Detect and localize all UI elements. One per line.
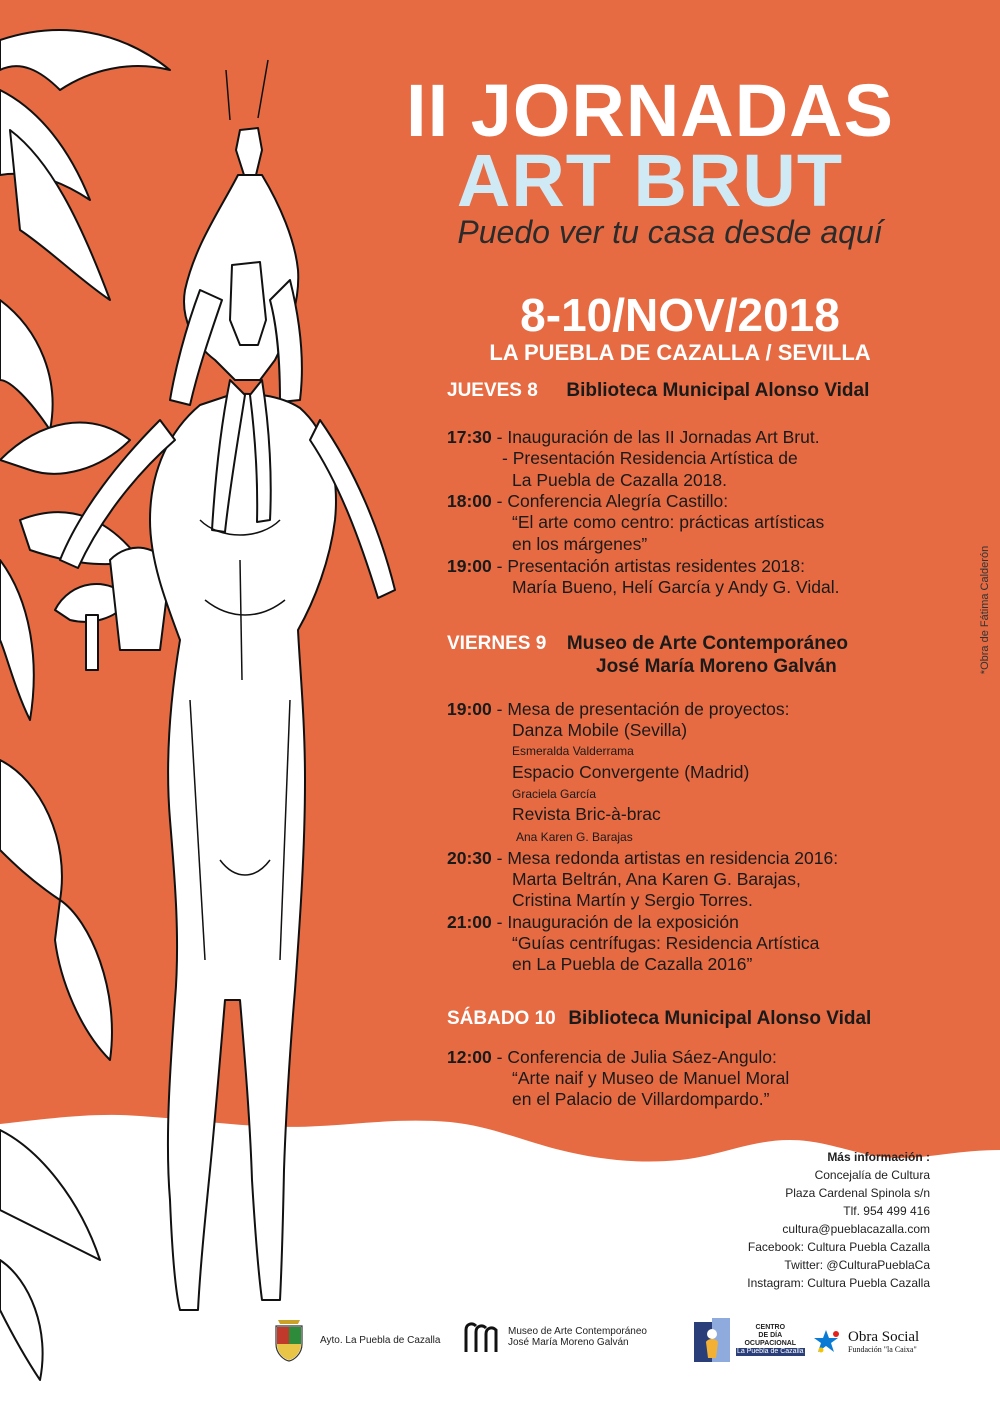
event-text-continued: en los márgenes” xyxy=(512,534,648,554)
event-dates: 8-10/NOV/2018 xyxy=(520,289,840,341)
day-heading-jueves xyxy=(447,379,869,403)
event-text-continued: “Arte naif y Museo de Manuel Moral xyxy=(512,1068,790,1088)
event-text-continued: Cristina Martín y Sergio Torres. xyxy=(512,890,753,910)
event-text-continued: Marta Beltrán, Ana Karen G. Barajas, xyxy=(512,869,801,889)
event-text-continued: La Puebla de Cazalla 2018. xyxy=(512,470,728,490)
event-time: 21:00 xyxy=(447,912,492,932)
project-author: Ana Karen G. Barajas xyxy=(516,830,633,844)
event-time: 19:00 xyxy=(447,556,492,576)
title-line-2: ART BRUT xyxy=(456,139,844,222)
more-info-title: Más información : xyxy=(827,1150,930,1164)
logo-obra-social-text: Obra Social Fundación "la Caixa" xyxy=(848,1328,920,1354)
info-line: Tlf. 954 499 416 xyxy=(843,1204,930,1218)
event-item: 17:30 - Inauguración de las II Jornadas Art Brut. xyxy=(447,427,820,447)
project-author: Esmeralda Valderrama xyxy=(512,744,634,758)
event-text: Inauguración de la exposición xyxy=(507,912,739,932)
museum-logo-icon xyxy=(460,1318,502,1356)
logo-museo-text: Museo de Arte Contemporáneo José María Moreno Galván xyxy=(508,1326,647,1348)
event-time: 12:00 xyxy=(447,1047,492,1067)
info-instagram: Instagram: Cultura Puebla Cazalla xyxy=(747,1276,930,1290)
event-text: Inauguración de las II Jornadas Art Brut. xyxy=(507,427,820,447)
event-time: 19:00 xyxy=(447,699,492,719)
event-time: 17:30 xyxy=(447,427,492,447)
event-text-continued: “El arte como centro: prácticas artísticas xyxy=(512,512,825,532)
day-venue: Museo de Arte Contemporáneo xyxy=(566,633,848,654)
day-venue: Biblioteca Municipal Alonso Vidal xyxy=(568,1008,872,1029)
event-time: 20:30 xyxy=(447,848,492,868)
info-line: Concejalía de Cultura xyxy=(814,1168,930,1182)
artwork-credit: *Obra de Fátima Calderón xyxy=(979,545,991,675)
event-time: 18:00 xyxy=(447,491,492,511)
event-text-continued: en La Puebla de Cazalla 2016” xyxy=(512,954,753,974)
logo-ayuntamiento-label: Ayto. La Puebla de Cazalla xyxy=(320,1334,441,1346)
day-label: JUEVES 8 xyxy=(447,380,538,401)
coat-of-arms-icon xyxy=(272,1318,306,1362)
logo-ayuntamiento xyxy=(272,1318,440,1362)
event-item: 21:00 - Inauguración de la exposición xyxy=(447,912,739,932)
project-name: Revista Bric-à-brac xyxy=(512,804,661,824)
project-name: Espacio Convergente (Madrid) xyxy=(512,762,750,782)
info-email: cultura@pueblacazalla.com xyxy=(782,1222,930,1236)
event-item: 19:00 - Mesa de presentación de proyectos: xyxy=(447,699,790,719)
event-text: Mesa de presentación de proyectos: xyxy=(507,699,790,719)
event-text: Conferencia de Julia Sáez-Angulo: xyxy=(507,1047,777,1067)
day-heading-viernes xyxy=(447,632,848,656)
project-name: Danza Mobile (Sevilla) xyxy=(512,720,688,740)
event-text: Presentación artistas residentes 2018: xyxy=(507,556,805,576)
event-item: - Presentación Residencia Artística de xyxy=(502,448,798,468)
la-caixa-star-icon xyxy=(812,1328,844,1356)
event-text-continued: María Bueno, Helí García y Andy G. Vidal. xyxy=(512,577,840,597)
event-text: Conferencia Alegría Castillo: xyxy=(507,491,729,511)
logo-obra-social xyxy=(812,1328,919,1356)
info-twitter: Twitter: @CulturaPueblaCa xyxy=(784,1258,930,1272)
day-label: SÁBADO 10 xyxy=(447,1008,556,1029)
project-author: Graciela García xyxy=(512,787,597,801)
logo-museo xyxy=(460,1318,647,1356)
day-venue-line-2: José María Moreno Galván xyxy=(596,656,837,677)
event-item: 12:00 - Conferencia de Julia Sáez-Angulo: xyxy=(447,1047,777,1067)
event-item: 19:00 - Presentación artistas residentes 2018: xyxy=(447,556,805,576)
event-text-continued: en el Palacio de Villardompardo.” xyxy=(512,1089,770,1109)
day-label: VIERNES 9 xyxy=(447,633,547,654)
event-item: 20:30 - Mesa redonda artistas en residencia 2016: xyxy=(447,848,839,868)
logo-centro-dia xyxy=(692,1316,805,1364)
day-heading-sabado xyxy=(447,1007,871,1031)
event-item: 18:00 - Conferencia Alegría Castillo: xyxy=(447,491,729,511)
event-text: Mesa redonda artistas en residencia 2016: xyxy=(507,848,839,868)
event-text: Presentación Residencia Artística de xyxy=(512,448,798,468)
centro-dia-logo-icon xyxy=(692,1316,734,1364)
event-location: LA PUEBLA DE CAZALLA / SEVILLA xyxy=(489,340,871,365)
more-info xyxy=(747,1148,930,1292)
info-facebook: Facebook: Cultura Puebla Cazalla xyxy=(747,1240,930,1254)
day-venue: Biblioteca Municipal Alonso Vidal xyxy=(566,380,870,401)
event-text-continued: “Guías centrífugas: Residencia Artística xyxy=(512,933,820,953)
title-line-1: II JORNADAS xyxy=(406,69,894,152)
subtitle: Puedo ver tu casa desde aquí xyxy=(457,214,883,250)
info-line: Plaza Cardenal Spinola s/n xyxy=(785,1186,930,1200)
logo-centro-dia-text: CENTRO DE DÍA OCUPACIONAL La Puebla de Cazalla xyxy=(737,1324,804,1355)
